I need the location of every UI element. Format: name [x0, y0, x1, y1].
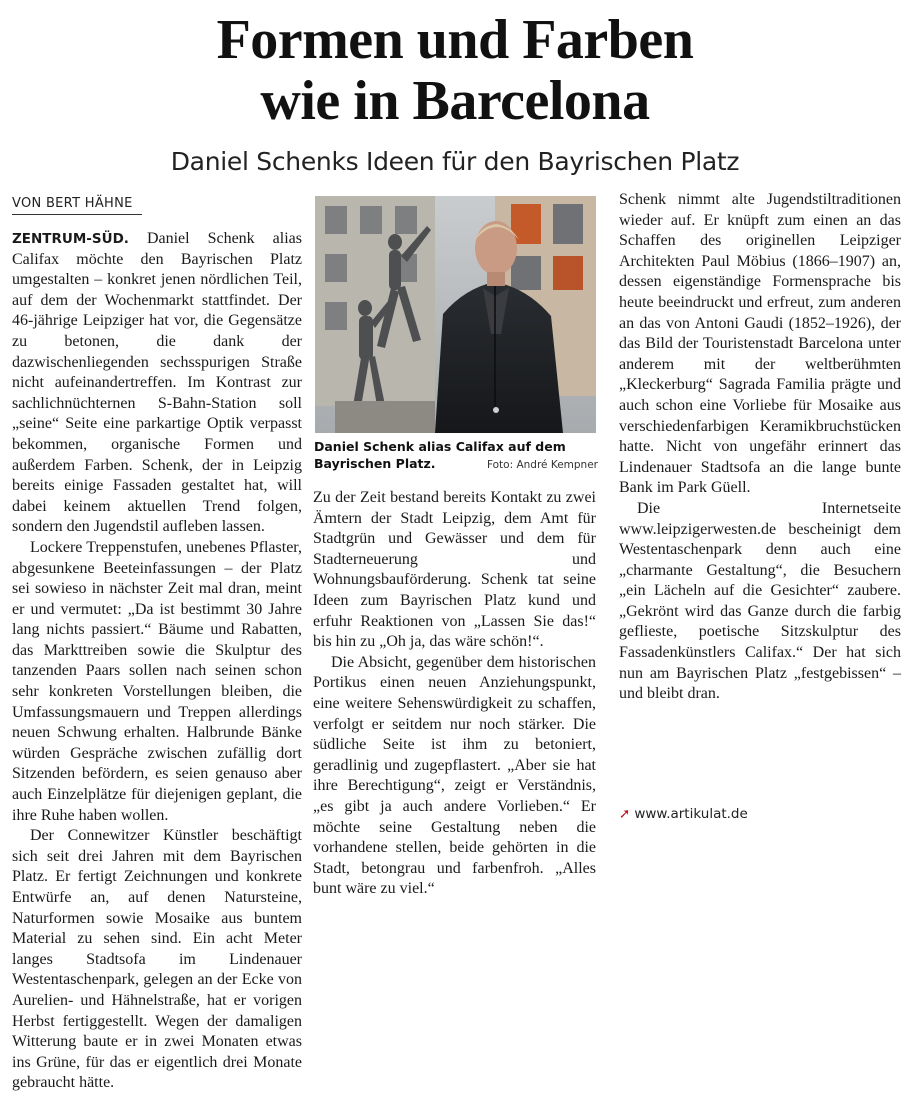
article-paragraph: Schenk nimmt alte Jugendstiltraditionen wieder auf. Er knüpft zum einen an das Schaffen des originellen Leipziger Architekten Paul Möbius (1866–1907) an, dessen eigenständige Formensprache bis heute beeindruckt und erfreut, zum anderen an das von Antoni Gaudi (1852–1926), der das Bild der Touristenstadt Barcelona unter anderem mit der weltberühmten „Kleckerburg“ Sagrada Familia prägte und auch schon eine Vorliebe für Mosaike aus verschiedenfarbigen Keramikbruchstücken hatte. Nicht von ungefähr erinnert das Lindenauer Stadtsofa an die lange bunte Bank im Park Güell. [619, 191, 901, 497]
article-paragraph: Lockere Treppenstufen, unebenes Pflaster, abgesunkene Beeteinfassungen – der Platz sei sowieso in nächster Zeit mal dran, meint er und vermutet: „Da ist bestimmt 30 Jahre lang nichts passiert.“ Bäume und Rabatten, das Markttreiben sowie die Skulptur des tanzenden Paars sollen nach seinen schon sehr konkreten Vorstellungen bleiben, die Umfassungsmauern und Treppen allerdings neuen Schwung erhalten. Halbrunde Bänke würden Gespräche zwischen zufällig dort Sitzenden befördern, es seien genauso aber auch Einzelplätze für diejenigen geplant, die ihre Ruhe haben wollen. [12, 538, 302, 824]
subheadline: Daniel Schenks Ideen für den Bayrischen Platz [170, 147, 740, 176]
article-paragraph: Die Internetseite www.leipzigerwesten.de bescheinigt dem Westentaschenpark denn auch eine „charmante Gestaltung“, die Besuchern „ein Lächeln auf die Gesichter“ zaubere. „Gekrönt wird das Ganze durch die farbig geflieste, poetische Sitzskulptur des Fassadenkünstlers Califax.“ Der hat sich nun am Bayrischen Platz „festgebissen“ – und bleibt dran. [619, 499, 901, 703]
article-photo [315, 196, 596, 433]
arrow-icon: ➚ [619, 806, 631, 822]
headline-line-1: Formen und Farben [216, 9, 694, 71]
paragraph-text: Daniel Schenk alias Califax möchte den Bayrischen Platz umgestalten – konkret jenen nördlichen Teil, auf dem der Wochenmarkt stattfindet. Der 46-jährige Leipziger hat vor, die Gegensätze zu betonen, die dank der dazwischenliegenden sechsspurigen Straße nicht aufeinandertreffen. Im Kontrast zur sachlichnüchternen S-Bahn-Station soll „seine“ Seite eine parkartige Optik verpasst bekommen, organische Formen und außerdem Farben. Schenk, der in Leipzig bereits einige Fassaden gestaltet hat, will dabei keinem aktuellen Trend folgen, sondern den Jugendstil aufleben lassen. [12, 230, 302, 536]
article-paragraph: Die Absicht, gegenüber dem historischen Portikus einen neuen Anziehungspunkt, eine weitere Sehenswürdigkeit zu schaffen, verfolgt er seitdem nur noch stärker. Die südliche Seite ist ihm zu betoniert, geradlinig und zugepflastert. „Aber sie hat ihre Berechtigung“, zeigt er Verständnis, „es gibt ja auch andere Vorlieben.“ Er möchte seine Gestaltung neben die vorhandene stellen, beide gehörten in die Stadt, betongrau und farbenfroh. „Alles bunt wäre zu viel.“ [313, 653, 596, 898]
caption-text: Daniel Schenk alias Califax auf dem Bayrischen Platz. [314, 439, 566, 471]
article-column-3 [619, 190, 901, 705]
headline [0, 10, 910, 132]
article-paragraph: Der Connewitzer Künstler beschäftigt sich seit drei Jahren mit dem Bayrischen Platz. Er fertigt Zeichnungen und konkrete Entwürfe an, auf denen Natursteine, Naturformen sowie Mosaike aus buntem Material zu sehen sind. Ein acht Meter langes Stadtsofa im Lindenauer Westentaschenpark, gelegen an der Ecke von Aurelien- und Hähnelstraße, hat er vorigen Herbst fertiggestellt. Wegen der damaligen Witterung baute er in zwei Monaten etwas ins Grüne, für das er eigentlich drei Monate gebraucht hätte. [12, 827, 302, 1092]
headline-line-2: wie in Barcelona [260, 70, 650, 132]
artikulat-link[interactable]: www.artikulat.de [634, 806, 748, 822]
photo-credit: Foto: André Kempner [486, 459, 598, 471]
byline: VON BERT HÄHNE [12, 196, 142, 215]
article-column-1 [12, 196, 302, 1094]
article-column-2 [313, 488, 596, 900]
dateline: ZENTRUM-SÜD. [12, 231, 129, 247]
photo-image [315, 196, 596, 433]
article-paragraph [12, 229, 302, 538]
article-paragraph: Zu der Zeit bestand bereits Kontakt zu zwei Ämtern der Stadt Leipzig, dem Amt für Stadtgrün und Gewässer und dem für Stadterneuerung und Wohnungsbauförderung. Schenk tat seine Ideen zum Bayrischen Platz kund und erfuhr Reaktionen von „Lassen Sie das!“ bis hin zu „Oh ja, das wäre schön!“. [313, 489, 596, 651]
photo-caption [314, 438, 598, 472]
web-link[interactable] [619, 806, 748, 822]
